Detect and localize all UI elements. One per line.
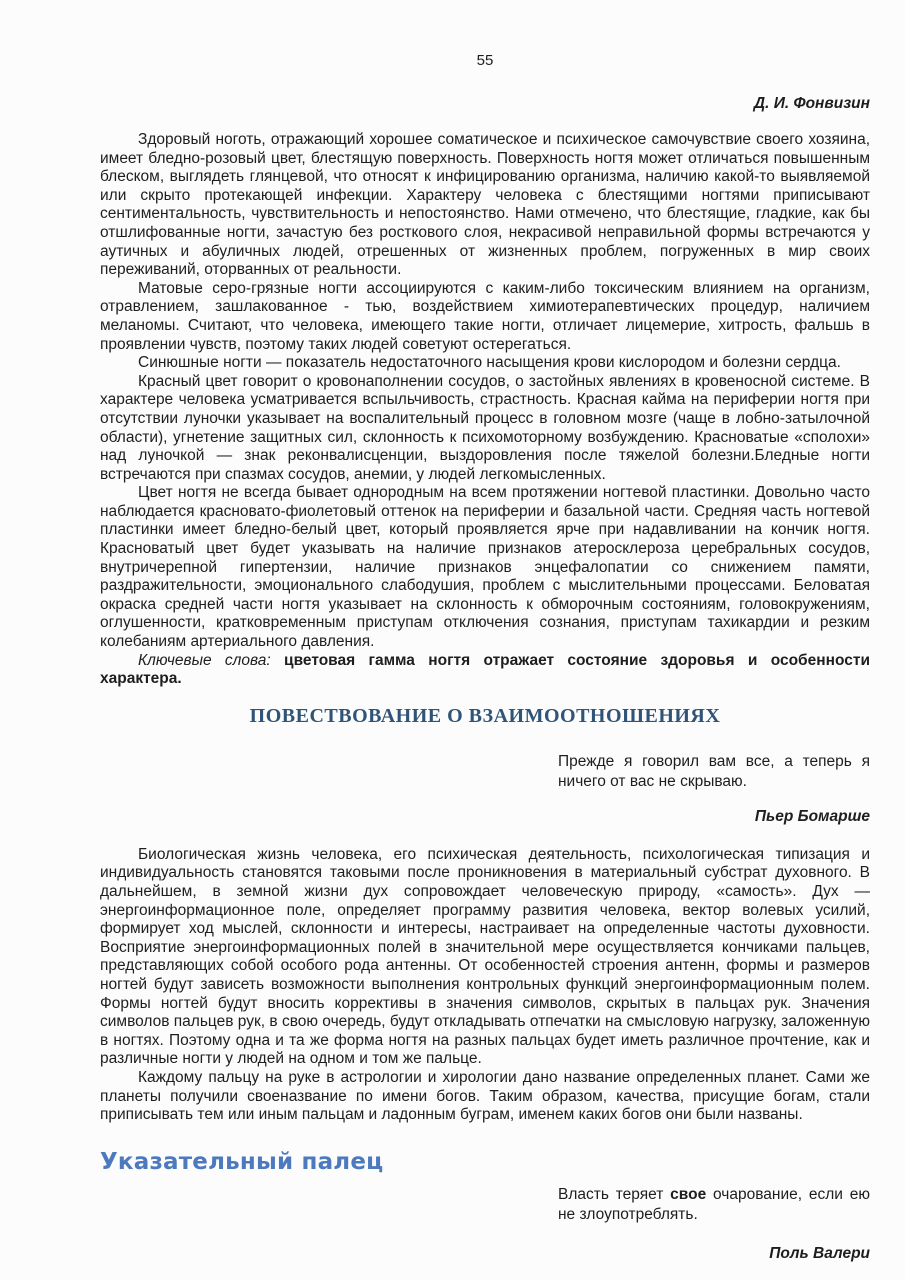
section-relationships — [100, 846, 870, 1125]
epigraph-text-before: Власть теряет — [558, 1185, 671, 1203]
epigraph-text-after: очарование, если ею не злоупотреблять. — [558, 1185, 871, 1223]
paragraph: Синюшные ногти — показатель недостаточного насыщения крови кислородом и болезни сердца. — [138, 354, 841, 372]
keywords-label: Ключевые слова: — [138, 651, 271, 669]
section-nail-color — [100, 131, 870, 689]
paragraph: Биологическая жизнь человека, его психическая деятельность, психологическая типизация и индивидуальность становятся таковыми после проникновения в материальный субстрат духовного. В дальнейшем, в земной жизни дух сопровождает человеческую природу, «самость». Дух — энергоинформационное поле, определяет программу развития человека, вектор волевых усилий, формирует ход мыслей, склонности и интересы, настраивает на определенные частоты духовности. Восприятие энергоинформационных полей в значительной мере осуществляется кончиками пальцев, представляющих собой особого рода антенны. От особенностей строения антенн, формы и размеров ногтей будут зависеть возможности выполнения контрольных функций энергоинформационным полем. Формы ногтей будут вносить коррективы в значения символов, скрытых в пальцах рук. Значения символов пальцев рук, в свою очередь, будут откладывать отпечатки на смысловую нагрузку, заложенную в ногтях. Поэтому одна и та же форма ногтя на разных пальцах будет иметь различное прочтение, как и различные ногти у людей на одном и том же пальце. — [100, 845, 870, 1068]
paragraph: Цвет ногтя не всегда бывает однородным на всем протяжении ногтевой пластинки. Довольно часто наблюдается красновато-фиолетовый оттенок на периферии и базальной части. Средняя часть ногтевой пластинки имеет бледно-белый цвет, который проявляется ярче при надавливании на кончик ногтя. Красноватый цвет будет указывать на наличие признаков атеросклероза церебральных сосудов, внутричерепной гипертензии, наличие признаков энцефалопатии со снижением памяти, раздражительности, эмоционального слабодушия, проблем с мыслительными процессами. Беловатая окраска средней части ногтя указывает на склонность к обморочным состояниям, головокружениям, оглушенности, кратковременным приступам отключения сознания, приступам тахикардии и резким колебаниям артериального давления. — [100, 484, 870, 651]
keywords-text: цветовая гамма ногтя отражает состояние здоровья и особенности характера. — [100, 651, 870, 688]
chapter-title: ПОВЕСТВОВАНИЕ О ВЗАИМООТНОШЕНИЯХ — [249, 704, 721, 727]
subsection-title-index-finger: Указательный палец — [100, 1148, 384, 1175]
paragraph: Здоровый ноготь, отражающий хорошее соматическое и психическое самочувствие своего хозяина, имеет бледно-розовый цвет, блестящую поверхность. Поверхность ногтя может отличаться повышенным блеском, выглядеть глянцевой, что относят к инфицированию организма, наличию какой-то выявляемой или скрыто протекающей инфекции. Характеру человека с блестящими ногтями приписывают сентиментальность, чувствительность и непостоянство. Нами отмечено, что блестящие, гладкие, как бы отшлифованные ногти, зачастую без росткового слоя, некрасивой неправильной формы встречаются у аутичных и абуличных людей, отрешенных от жизненных проблем, погруженных в мир своих переживаний, оторванных от реальности. — [100, 131, 870, 279]
epigraph-author-valery: Поль Валери — [769, 1244, 870, 1262]
paragraph: Каждому пальцу на руке в астрологии и хирологии дано название определенных планет. Сами же планеты получили своеназвание по имени богов. Таким образом, качества, присущие богам, стали приписывать тем или иным пальцам и ладонным буграм, именем каких богов они были названы. — [100, 1068, 870, 1124]
epigraph-author-fonvizin: Д. И. Фонвизин — [753, 95, 870, 112]
epigraph-author-beaumarchais: Пьер Бомарше — [754, 807, 870, 825]
epigraph-bold-word: свое — [670, 1185, 707, 1203]
keywords-line — [100, 652, 870, 689]
paragraph: Матовые серо-грязные ногти ассоциируются с каким-либо токсическим влиянием на организм, отравлением, зашлакованное - тью, воздействием химиотерапевтических процедур, наличием меланомы. Считают, что человека, имеющего такие ногти, отличает лицемерие, хитрость, фальшь в проявлении чувств, поэтому таких людей советуют остерегаться. — [100, 279, 870, 353]
paragraph: Красный цвет говорит о кровонаполнении сосудов, о застойных явлениях в кровеносной системе. В характере человека усматривается вспыльчивость, страстность. Красная кайма на периферии ногтя при отсутствии луночки указывает на воспалительный процесс в головном мозге (чаще в лобно-затылочной области), угнетение защитных сил, склонность к психомоторному возбуждению. Красноватые «сполохи» над луночкой — знак реконвалисценции, выздоровления после тяжелой болезни.Бледные ногти встречаются при спазмах сосудов, анемии, у людей легкомысленных. — [100, 372, 870, 483]
epigraph-valery — [558, 1185, 870, 1225]
page-number: 55 — [476, 52, 494, 69]
epigraph-beaumarchais: Прежде я говорил вам все, а теперь я ничего от вас не скрываю. — [558, 752, 870, 790]
